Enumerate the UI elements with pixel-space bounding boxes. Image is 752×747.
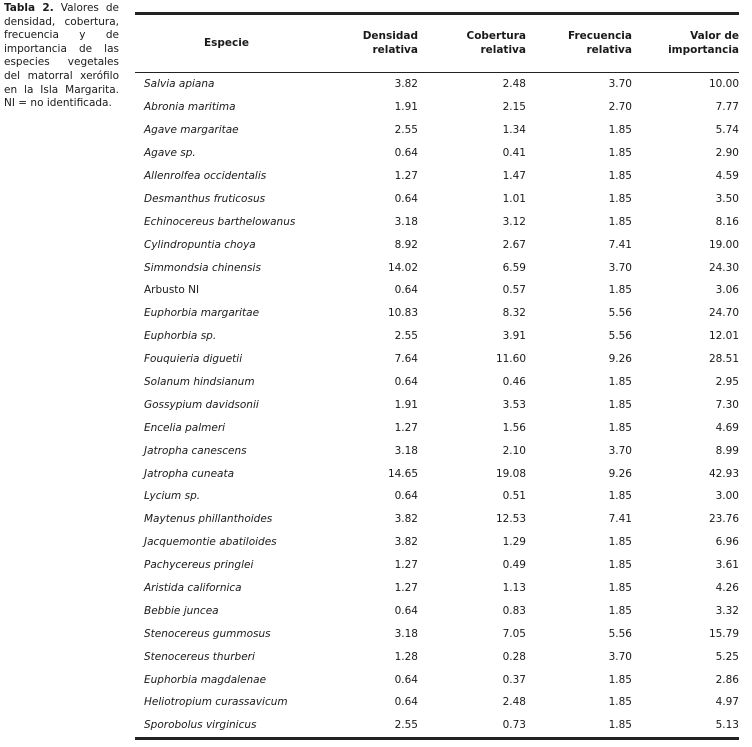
cover-cell: 0.28 (502, 650, 526, 663)
density-cell: 1.28 (394, 650, 418, 663)
cover-cell: 1.34 (502, 124, 526, 137)
species-cell: Allenrolfea occidentalis (144, 170, 267, 182)
density-cell: 8.92 (394, 238, 418, 251)
cover-cell: 1.01 (502, 192, 526, 205)
header-density: Densidad relativa (362, 30, 418, 56)
table-row (135, 485, 739, 508)
density-cell: 0.64 (394, 604, 418, 617)
table-header-row (135, 14, 739, 73)
cover-cell: 1.13 (502, 582, 526, 595)
frequency-cell: 3.70 (608, 650, 632, 663)
cover-cell: 7.05 (502, 627, 526, 640)
importance-cell: 4.97 (715, 696, 739, 709)
cover-cell: 0.41 (502, 147, 526, 160)
importance-cell: 23.76 (708, 513, 739, 526)
table-row (135, 714, 739, 738)
density-cell: 3.18 (394, 444, 418, 457)
table-row (135, 577, 739, 600)
cover-cell: 2.10 (502, 444, 526, 457)
importance-cell: 12.01 (708, 330, 739, 343)
importance-cell: 24.70 (708, 307, 739, 320)
importance-cell: 3.50 (715, 192, 739, 205)
table-row (135, 508, 739, 531)
species-cell: Heliotropium curassavicum (144, 696, 288, 709)
density-cell: 14.65 (387, 467, 418, 480)
species-cell: Gossypium davidsonii (144, 398, 259, 411)
header-cover: Cobertura relativa (466, 30, 526, 56)
importance-cell: 5.13 (715, 719, 739, 732)
cover-cell: 1.47 (502, 170, 526, 182)
table-row (135, 393, 739, 416)
density-cell: 1.91 (394, 101, 418, 114)
cover-cell: 0.37 (502, 673, 526, 686)
header-species: Especie (203, 36, 249, 49)
importance-cell: 6.96 (715, 536, 739, 549)
data-table-container (135, 12, 739, 740)
importance-cell: 7.30 (715, 398, 739, 411)
cover-cell: 11.60 (495, 353, 526, 366)
table-row (135, 325, 739, 348)
frequency-cell: 5.56 (608, 627, 632, 640)
importance-cell: 4.59 (715, 170, 739, 182)
density-cell: 1.27 (394, 559, 418, 572)
cover-cell: 0.73 (502, 719, 526, 732)
header-frequency: Frecuencia relativa (567, 30, 632, 56)
cover-cell: 2.15 (502, 101, 526, 114)
density-cell: 14.02 (387, 261, 418, 274)
density-cell: 3.82 (394, 78, 418, 91)
importance-cell: 42.93 (708, 467, 739, 480)
species-values-table (135, 12, 739, 740)
density-cell: 1.91 (394, 398, 418, 411)
table-row (135, 439, 739, 462)
importance-cell: 2.90 (715, 147, 739, 160)
frequency-cell: 1.85 (608, 215, 632, 228)
cover-cell: 2.67 (502, 238, 526, 251)
density-cell: 0.64 (394, 696, 418, 709)
caption-text: Valores de densidad, cobertura, frecuencia y de importancia de las especies vegetales del matorral xerófilo en la Isla Margarita. NI = no identificada. (4, 2, 120, 110)
table-row (135, 73, 739, 96)
table-row (135, 165, 739, 188)
table-row (135, 554, 739, 577)
table-body (135, 73, 739, 739)
importance-cell: 10.00 (708, 78, 739, 91)
cover-cell: 0.57 (502, 284, 526, 297)
importance-cell: 3.61 (715, 559, 739, 572)
importance-cell: 7.77 (715, 101, 739, 114)
importance-cell: 4.26 (715, 582, 739, 595)
cover-cell: 3.12 (502, 215, 526, 228)
frequency-cell: 1.85 (608, 124, 632, 137)
importance-cell: 15.79 (708, 627, 739, 640)
table-row (135, 691, 739, 714)
table-row (135, 348, 739, 371)
frequency-cell: 3.70 (608, 444, 632, 457)
species-cell: Fouquieria diguetii (144, 353, 243, 366)
table-row (135, 210, 739, 233)
table-row (135, 119, 739, 142)
species-cell: Jatropha cuneata (144, 467, 235, 480)
table-row (135, 531, 739, 554)
cover-cell: 2.48 (502, 696, 526, 709)
species-cell: Encelia palmeri (144, 421, 226, 434)
frequency-cell: 1.85 (608, 421, 632, 434)
table-row (135, 645, 739, 668)
density-cell: 3.82 (394, 513, 418, 526)
importance-cell: 5.25 (715, 650, 739, 663)
table-row (135, 187, 739, 210)
cover-cell: 2.48 (502, 78, 526, 91)
table-caption (4, 2, 119, 111)
species-cell: Lycium sp. (144, 490, 201, 503)
density-cell: 10.83 (387, 307, 418, 320)
density-cell: 0.64 (394, 673, 418, 686)
importance-cell: 19.00 (708, 238, 739, 251)
density-cell: 0.64 (394, 490, 418, 503)
species-cell: Euphorbia sp. (144, 330, 217, 343)
frequency-cell: 1.85 (608, 604, 632, 617)
table-row (135, 599, 739, 622)
importance-cell: 24.30 (708, 261, 739, 274)
frequency-cell: 1.85 (608, 398, 632, 411)
species-cell: Sporobolus virginicus (144, 719, 257, 732)
density-cell: 7.64 (394, 353, 418, 366)
species-cell: Desmanthus fruticosus (144, 192, 266, 205)
species-cell: Stenocereus thurberi (144, 650, 255, 663)
species-cell: Euphorbia margaritae (144, 307, 260, 320)
species-cell: Jatropha canescens (144, 444, 247, 457)
density-cell: 0.64 (394, 147, 418, 160)
frequency-cell: 1.85 (608, 582, 632, 595)
table-row (135, 668, 739, 691)
frequency-cell: 1.85 (608, 192, 632, 205)
cover-cell: 12.53 (495, 513, 526, 526)
density-cell: 3.18 (394, 627, 418, 640)
importance-cell: 3.32 (715, 604, 739, 617)
frequency-cell: 3.70 (608, 78, 632, 91)
table-row (135, 462, 739, 485)
table-row (135, 96, 739, 119)
frequency-cell: 1.85 (608, 673, 632, 686)
importance-cell: 8.16 (715, 215, 739, 228)
table-row (135, 279, 739, 302)
density-cell: 0.64 (394, 284, 418, 297)
density-cell: 2.55 (394, 330, 418, 343)
cover-cell: 6.59 (502, 261, 526, 274)
species-cell: Solanum hindsianum (144, 376, 255, 389)
frequency-cell: 9.26 (608, 467, 632, 480)
frequency-cell: 7.41 (608, 238, 632, 251)
species-cell: Salvia apiana (144, 78, 215, 91)
density-cell: 3.18 (394, 215, 418, 228)
importance-cell: 8.99 (715, 444, 739, 457)
frequency-cell: 1.85 (608, 559, 632, 572)
header-importance: Valor de importancia (668, 30, 739, 56)
importance-cell: 5.74 (715, 124, 739, 137)
table-row (135, 416, 739, 439)
frequency-cell: 1.85 (608, 696, 632, 709)
frequency-cell: 5.56 (608, 307, 632, 320)
species-cell: Stenocereus gummosus (144, 627, 271, 640)
density-cell: 1.27 (394, 421, 418, 434)
cover-cell: 1.56 (502, 421, 526, 434)
table-row (135, 371, 739, 394)
frequency-cell: 3.70 (608, 261, 632, 274)
species-cell: Euphorbia magdalenae (144, 673, 267, 686)
frequency-cell: 1.85 (608, 536, 632, 549)
table-row (135, 233, 739, 256)
cover-cell: 0.51 (502, 490, 526, 503)
frequency-cell: 1.85 (608, 147, 632, 160)
density-cell: 1.27 (394, 170, 418, 182)
frequency-cell: 1.85 (608, 284, 632, 297)
frequency-cell: 1.85 (608, 376, 632, 389)
species-cell: Simmondsia chinensis (144, 261, 261, 274)
caption-label: Tabla 2. (4, 2, 54, 14)
frequency-cell: 1.85 (608, 170, 632, 182)
species-cell: Cylindropuntia choya (144, 238, 256, 251)
species-cell: Maytenus phillanthoides (144, 513, 273, 526)
species-cell: Abronia maritima (144, 101, 236, 114)
cover-cell: 3.91 (502, 330, 526, 343)
table-row (135, 142, 739, 165)
density-cell: 0.64 (394, 192, 418, 205)
importance-cell: 3.00 (715, 490, 739, 503)
species-cell: Aristida californica (144, 582, 242, 595)
frequency-cell: 7.41 (608, 513, 632, 526)
cover-cell: 19.08 (495, 467, 526, 480)
table-row (135, 256, 739, 279)
species-cell: Agave margaritae (144, 124, 239, 137)
species-cell: Agave sp. (144, 147, 196, 160)
importance-cell: 3.06 (715, 284, 739, 297)
cover-cell: 0.49 (502, 559, 526, 572)
importance-cell: 4.69 (715, 421, 739, 434)
density-cell: 2.55 (394, 124, 418, 137)
importance-cell: 28.51 (708, 353, 739, 366)
table-row (135, 622, 739, 645)
cover-cell: 1.29 (502, 536, 526, 549)
frequency-cell: 1.85 (608, 490, 632, 503)
frequency-cell: 9.26 (608, 353, 632, 366)
cover-cell: 0.83 (502, 604, 526, 617)
species-cell: Arbusto NI (144, 284, 200, 297)
species-cell: Pachycereus pringlei (144, 559, 254, 572)
density-cell: 0.64 (394, 376, 418, 389)
frequency-cell: 2.70 (608, 101, 632, 114)
species-cell: Bebbie juncea (144, 604, 219, 617)
importance-cell: 2.86 (715, 673, 739, 686)
cover-cell: 8.32 (502, 307, 526, 320)
species-cell: Echinocereus barthelowanus (144, 215, 296, 228)
density-cell: 3.82 (394, 536, 418, 549)
cover-cell: 0.46 (502, 376, 526, 389)
table-row (135, 302, 739, 325)
density-cell: 1.27 (394, 582, 418, 595)
density-cell: 2.55 (394, 719, 418, 732)
frequency-cell: 1.85 (608, 719, 632, 732)
species-cell: Jacquemontie abatiloides (144, 536, 277, 549)
cover-cell: 3.53 (502, 398, 526, 411)
frequency-cell: 5.56 (608, 330, 632, 343)
importance-cell: 2.95 (715, 376, 739, 389)
